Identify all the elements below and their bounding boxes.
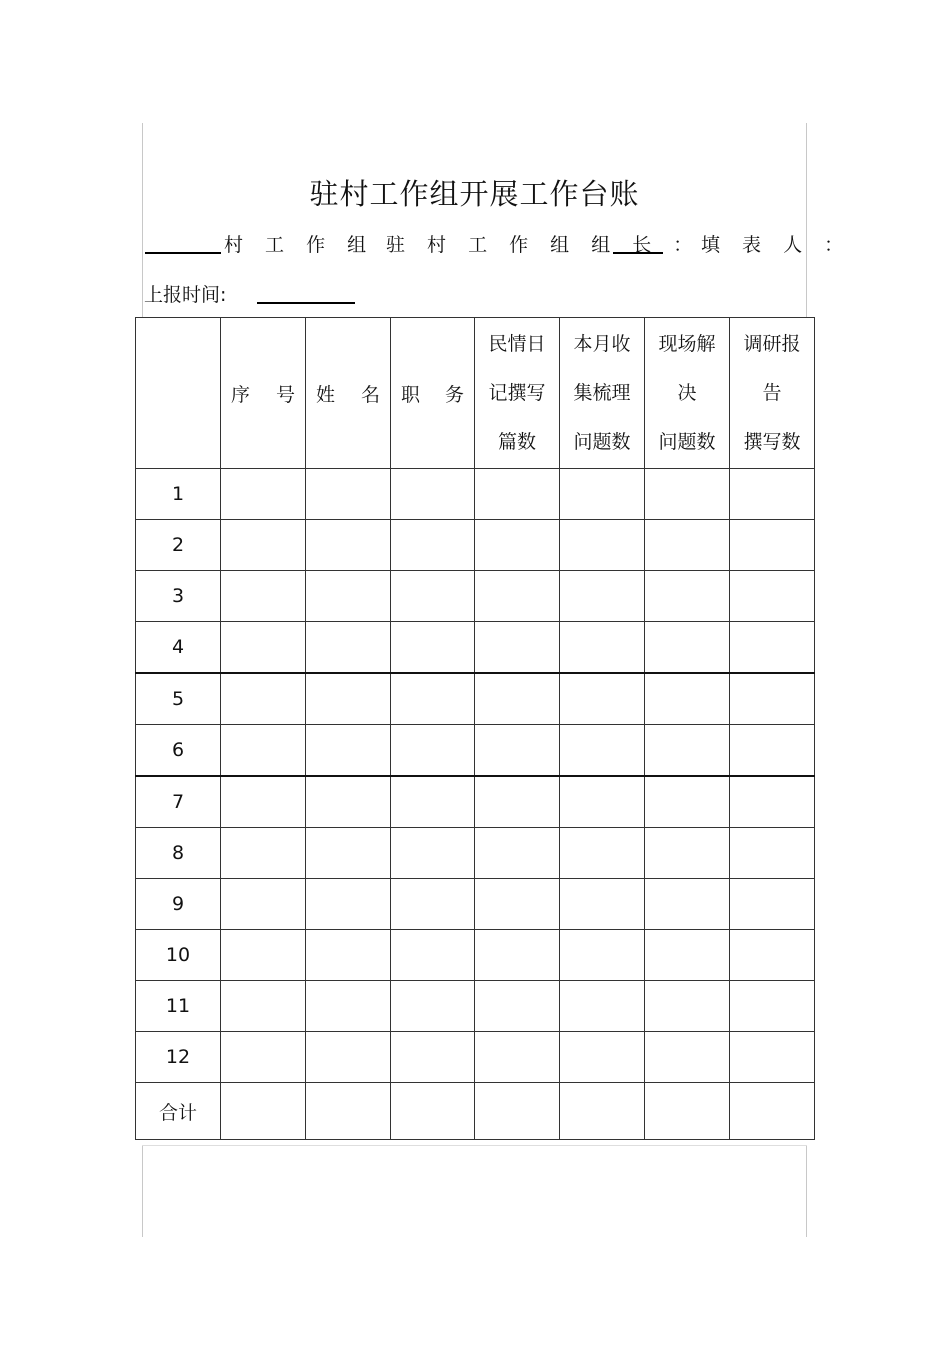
entry-cell[interactable] [306, 1032, 391, 1083]
header-label-line: 调研报 [743, 332, 801, 355]
header-cell [221, 318, 306, 469]
entry-cell[interactable] [730, 1032, 815, 1083]
header-label-line: 现场解 [658, 332, 716, 355]
entry-cell[interactable] [645, 571, 730, 622]
header-label-line: 告 [762, 381, 782, 404]
report-time-row [144, 280, 226, 307]
table-row [136, 469, 815, 520]
row-number: 1 [136, 469, 221, 520]
header-cell [475, 318, 560, 469]
table-row [136, 776, 815, 828]
entry-cell[interactable] [730, 520, 815, 571]
entry-cell[interactable] [306, 930, 391, 981]
entry-cell[interactable] [730, 879, 815, 930]
total-cell[interactable] [475, 1083, 560, 1140]
row-number: 10 [136, 930, 221, 981]
entry-cell[interactable] [645, 673, 730, 725]
entry-cell[interactable] [645, 520, 730, 571]
entry-cell[interactable] [645, 930, 730, 981]
header-label: 姓 名 [316, 383, 380, 406]
entry-cell[interactable] [645, 469, 730, 520]
table-row [136, 520, 815, 571]
page-border-right-lower [806, 1145, 807, 1237]
page-border-right-upper [806, 123, 807, 317]
entry-cell[interactable] [306, 520, 391, 571]
entry-cell[interactable] [391, 776, 475, 828]
page-title: 驻村工作组开展工作台账 [309, 177, 640, 211]
table-row [136, 1032, 815, 1083]
entry-cell[interactable] [560, 776, 645, 828]
entry-cell[interactable] [221, 622, 306, 674]
village-group-label: 村 工 作 组 [224, 234, 375, 256]
entry-cell[interactable] [730, 725, 815, 777]
page-border-bottom-top [142, 1145, 807, 1146]
entry-cell[interactable] [560, 1032, 645, 1083]
header-label-line: 问题数 [573, 430, 631, 453]
entry-cell[interactable] [391, 828, 475, 879]
entry-cell[interactable] [306, 725, 391, 777]
entry-cell[interactable] [645, 776, 730, 828]
entry-cell[interactable] [475, 469, 560, 520]
entry-cell[interactable] [560, 828, 645, 879]
entry-cell[interactable] [560, 930, 645, 981]
header-cell [560, 318, 645, 469]
row-number: 11 [136, 981, 221, 1032]
entry-cell[interactable] [306, 981, 391, 1032]
header-cell [136, 318, 221, 469]
header-cell [730, 318, 815, 469]
total-label: 合计 [136, 1083, 221, 1140]
filler-label: 填 表 人 ： [701, 234, 852, 256]
table-row [136, 571, 815, 622]
entry-cell[interactable] [391, 930, 475, 981]
entry-cell[interactable] [221, 930, 306, 981]
row-number: 4 [136, 622, 221, 674]
entry-cell[interactable] [560, 622, 645, 674]
header-label-line: 本月收 [573, 332, 631, 355]
entry-cell[interactable] [391, 571, 475, 622]
entry-cell[interactable] [645, 879, 730, 930]
header-label-line: 集梳理 [573, 381, 631, 404]
row-number: 7 [136, 776, 221, 828]
row-number: 5 [136, 673, 221, 725]
entry-cell[interactable] [391, 469, 475, 520]
entry-cell[interactable] [560, 469, 645, 520]
entry-cell[interactable] [475, 828, 560, 879]
entry-cell[interactable] [306, 622, 391, 674]
table-row [136, 622, 815, 674]
entry-cell[interactable] [560, 725, 645, 777]
entry-cell[interactable] [391, 622, 475, 674]
table-row [136, 673, 815, 725]
total-row [136, 1083, 815, 1140]
entry-cell[interactable] [475, 981, 560, 1032]
entry-cell[interactable] [221, 673, 306, 725]
entry-cell[interactable] [730, 673, 815, 725]
entry-cell[interactable] [730, 571, 815, 622]
entry-cell[interactable] [221, 571, 306, 622]
entry-cell[interactable] [560, 981, 645, 1032]
entry-cell[interactable] [730, 828, 815, 879]
entry-cell[interactable] [221, 879, 306, 930]
village-blank[interactable] [145, 230, 221, 254]
entry-cell[interactable] [475, 776, 560, 828]
table-row [136, 879, 815, 930]
entry-cell[interactable] [391, 1032, 475, 1083]
header-label-line: 记撰写 [488, 381, 546, 404]
total-cell[interactable] [306, 1083, 391, 1140]
page-border-left-lower [142, 1145, 143, 1237]
entry-cell[interactable] [645, 981, 730, 1032]
entry-cell[interactable] [306, 469, 391, 520]
entry-cell[interactable] [730, 622, 815, 674]
info-row [144, 230, 852, 256]
entry-cell[interactable] [475, 1032, 560, 1083]
row-number: 8 [136, 828, 221, 879]
entry-cell[interactable] [645, 725, 730, 777]
row-number: 2 [136, 520, 221, 571]
header-cell [391, 318, 475, 469]
row-number: 6 [136, 725, 221, 777]
entry-cell[interactable] [306, 571, 391, 622]
row-number: 12 [136, 1032, 221, 1083]
header-label: 序 号 [231, 383, 295, 406]
total-cell[interactable] [221, 1083, 306, 1140]
entry-cell[interactable] [475, 725, 560, 777]
entry-cell[interactable] [475, 571, 560, 622]
entry-cell[interactable] [306, 673, 391, 725]
table-row [136, 828, 815, 879]
entry-cell[interactable] [221, 1032, 306, 1083]
entry-cell[interactable] [730, 469, 815, 520]
page-border-left-upper [142, 123, 143, 317]
entry-cell[interactable] [306, 879, 391, 930]
report-time-blank[interactable] [257, 280, 355, 304]
entry-cell[interactable] [475, 520, 560, 571]
entry-cell[interactable] [560, 879, 645, 930]
table-row [136, 930, 815, 981]
entry-cell[interactable] [391, 673, 475, 725]
leader-blank[interactable] [613, 230, 663, 254]
header-label-line: 民情日 [488, 332, 546, 355]
entry-cell[interactable] [475, 879, 560, 930]
header-label-line: 篇数 [497, 430, 536, 453]
header-label-line: 撰写数 [743, 430, 801, 453]
header-label: 职 务 [401, 383, 464, 406]
entry-cell[interactable] [306, 776, 391, 828]
table-row [136, 725, 815, 777]
ledger-body [136, 318, 815, 1140]
total-cell[interactable] [391, 1083, 475, 1140]
entry-cell[interactable] [475, 673, 560, 725]
entry-cell[interactable] [475, 622, 560, 674]
header-row [136, 318, 815, 469]
table-row [136, 981, 815, 1032]
total-cell[interactable] [730, 1083, 815, 1140]
entry-cell[interactable] [221, 725, 306, 777]
entry-cell[interactable] [221, 828, 306, 879]
entry-cell[interactable] [730, 981, 815, 1032]
entry-cell[interactable] [221, 520, 306, 571]
entry-cell[interactable] [221, 981, 306, 1032]
header-label-line: 问题数 [658, 430, 716, 453]
header-cell [306, 318, 391, 469]
leader-label: 驻 村 工 作 组 组 长 ： [386, 234, 701, 256]
entry-cell[interactable] [221, 469, 306, 520]
entry-cell[interactable] [391, 725, 475, 777]
entry-cell[interactable] [730, 930, 815, 981]
entry-cell[interactable] [391, 981, 475, 1032]
entry-cell[interactable] [560, 520, 645, 571]
entry-cell[interactable] [306, 828, 391, 879]
entry-cell[interactable] [560, 571, 645, 622]
header-cell [645, 318, 730, 469]
report-time-label: 上报时间: [144, 284, 227, 306]
entry-cell[interactable] [560, 673, 645, 725]
ledger-table [135, 317, 815, 1140]
entry-cell[interactable] [221, 776, 306, 828]
total-cell[interactable] [645, 1083, 730, 1140]
entry-cell[interactable] [391, 879, 475, 930]
entry-cell[interactable] [645, 1032, 730, 1083]
row-number: 3 [136, 571, 221, 622]
total-cell[interactable] [560, 1083, 645, 1140]
header-label-line: 决 [677, 381, 697, 404]
entry-cell[interactable] [645, 828, 730, 879]
entry-cell[interactable] [391, 520, 475, 571]
entry-cell[interactable] [475, 930, 560, 981]
row-number: 9 [136, 879, 221, 930]
entry-cell[interactable] [645, 622, 730, 674]
entry-cell[interactable] [730, 776, 815, 828]
